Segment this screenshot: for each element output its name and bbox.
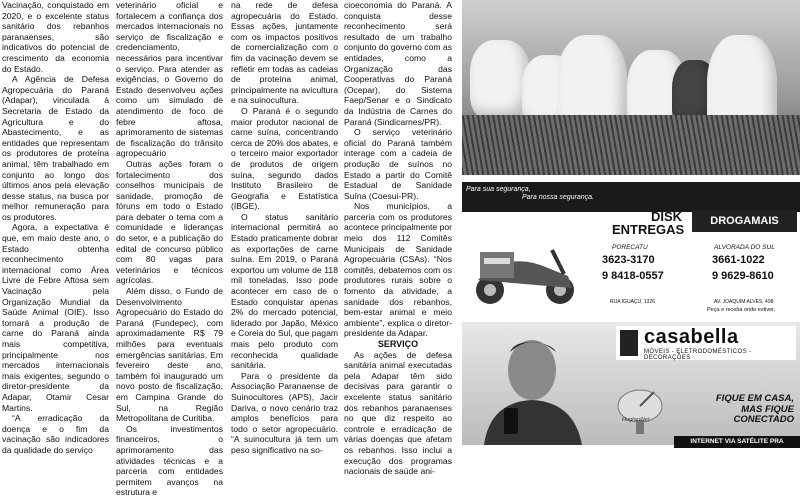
article-paragraph: Para o presidente da Associação Paranaense de Suinocultores (APS), Jacir Dariva, o novo cenário traz amplos benefícios para todo o setor agropecuário. “A suinocultura já tem um peso significativo na so- [231,370,338,455]
casabella-footer: INTERNET VIA SATÉLITE PRA [674,436,800,448]
store2-phone2: 9 9629-8610 [712,270,774,282]
man-with-phone-photo [474,330,594,445]
drogamais-delivery-ad [462,182,800,317]
casabella-subtitle: MÓVEIS - ELETRODOMÉSTICOS - DECORAÇÕES [644,349,752,361]
house-icon [620,330,638,356]
casabella-slogan [682,394,794,426]
article-column-4 [344,0,452,477]
satellite-dish-icon [610,384,670,434]
delivery-scooter-icon [468,230,588,310]
store1-name: PORECATU [612,244,648,251]
casabella-ad [462,322,800,445]
article-column-3 [231,0,339,455]
article-paragraph: Agora, a expectativa é que, em maio deste ano, o Estado obtenha reconhecimento internacional como Área Livre de Febre Aftosa sem Vacinação pela Organização Mundial da Saúde Animal (OIE). Isso tornará a produção de carne do Paraná ainda mais competitiva, principalmente nos mercados internacionais mais exigentes, segundo o diretor-presidente da Adapar, Otamir Cesar Martins. [2,222,109,413]
store2-name: ALVORADA DO SUL [714,244,775,251]
store2-address: AV. JOAQUIM ALVES, 498 [714,299,774,305]
casabella-brand: casabella [644,326,739,348]
article-paragraph: O status sanitário internacional permitirá ao Estado praticamente dobrar as exportações de carne suína. Em 2019, o Paraná exportou um volume de 118 mil toneladas. Isso pode acontecer em caso de o Estado conquistar apenas 2% do mercado potencial, liderado por Japão, México e Coreia do Sul, que pagam mais pelo produto com reconhecida qualidade sanitária. [231,211,339,371]
article-paragraph: As ações de defesa sanitária animal executadas pela Adapar têm sido decisivas para garantir o excelente status sanitário dos rebanhos paranaenses no que diz respeito ao controle e erradicação de várias doenças que afetam os rebanhos. Isso inclui a execução dos programas nacionais de saúde ani- [344,349,452,477]
store2-phone1: 3661-1022 [712,254,765,266]
article-paragraph: O Paraná é o segundo maior produtor nacional de carne suína, concentrando cerca de 20% dos abates, e o terceiro maior exportador de produtos de origem suína, segundo dados Instituto Brasileiro de Geografia e Estatística (IBGE). [231,105,338,212]
article-paragraph: veterinário oficial e fortalecem a confiança dos mercados internacionais no serviço de fiscalização e credenciamento, necessários para incentivar o serviço. Para atender as exigências, o Governo do Estado desenvolveu ações como um simulado de atendimento de foco de febre aftosa, aprimoramento de sistemas de fiscalização do trânsito agropecuário [116,0,223,159]
article-paragraph: Os investimentos financeiros, o aprimoramento das atividades técnicas e a parceria com entidades permitem avanços na estrutura e [116,423,223,498]
article-paragraph: Nos municípios, a parceria com os produtores acontece principalmente por meio dos 112 Comitês Municipais de Sanidade Agropecuária (CSAs). “Nos comitês, debatemos com os produtores rurais sobre o fomento da atividade, a sanidade dos rebanhos, bem-estar animal e meio ambiente”, explica o diretor-presidente da Adapar. [344,201,452,339]
slogan-line-2: MAS FIQUE CONECTADO [733,403,794,425]
cattle-photo [462,0,800,175]
ad-header-band [462,182,800,212]
article-paragraph: Outras ações foram o fortalecimento dos conselhos municipais de sanidade, promoção de fóruns em todo o Estado para debater o tema com a comunidade e lideranças do setor, e a publicação do edital de concurso público com 80 vagas para veterinários e técnicos agrícolas. [116,158,223,286]
ad-tagline-2: Para nossa segurança. [522,194,594,201]
article-paragraph: A Agência de Defesa Agropecuária do Paraná (Adapar), vinculada à Secretaria de Estado da Agricultura e do Abastecimento, e as entidades que representam os produtores de proteína animal, têm trabalhado em conjunto ao longo dos últimos anos pela elevação desse status, na busca por melhor remuneração para os produtores. [2,74,109,222]
disk-entregas-label [612,209,685,237]
store1-address: RUA IGUAÇU, 1326 [610,299,656,305]
article-paragraph: cioeconomia do Paraná. A conquista desse reconhecimento será resultado de um trabalho conjunto do governo com as entidades, como a Organização das Cooperativas do Paraná (Ocepar), do Sistema Faep/Senar e o Sindicato da Indústria de Carnes do Paraná (Sindicarnes/PR). [344,0,452,127]
hughesnet-label: HughesNet [622,417,650,423]
ad-footer: Peça e receba onde estiver. [707,307,776,313]
section-heading-servico: SERVIÇO [377,339,419,349]
article-paragraph: “A erradicação da doença e o fim da vacinação são indicadores da qualidade do serviço [2,413,109,455]
ad-tagline-1: Para sua segurança, [466,186,531,193]
article-paragraph: na rede de defesa agropecuária do Estado. Essas ações, juntamente com os impactos positivos de comercialização com o fim da vacinação devem se refletir em todas as cadeias de proteína animal, principalmente na avicultura e na suinocultura. [231,0,339,106]
grass-foreground [462,115,800,175]
article-paragraph: Além disso, o Fundo de Desenvolvimento Agropecuário do Estado do Paraná (Fundepec), com aproximadamente R$ 79 milhões para eventuais emergências sanitárias. Em fevereiro deste ano, também foi inaugurado um novo posto de fiscalização, em Campina Grande do Sul, na Região Metropolitana de Curitiba. [116,286,223,424]
article-column-1 [2,0,109,455]
column-4-text-a [344,0,452,339]
article-paragraph: O serviço veterinário oficial do Paraná também interage com a cadeia de produção de suínos no Estado a partir do Comitê Estadual de Sanidade Suína (Coesui-PR). [344,127,452,201]
store1-phone1: 3623-3170 [602,254,655,266]
slogan-line-1: FIQUE EM CASA, [715,393,794,404]
drogamais-logo: DROGAMAIS [692,210,797,232]
article-column-2 [116,0,223,498]
store1-phone2: 9 8418-0557 [602,270,664,282]
cow-shape [470,40,530,120]
casabella-logo [616,326,796,360]
disk-line-1: DISK [650,209,682,224]
column-4-text-b [344,350,452,477]
article-paragraph: Vacinação, conquistado em 2020, e o excelente status sanitário dos rebanhos paranaenses, são indicativos do potencial de crescimento da economia do Estado. [2,0,109,74]
disk-line-2: ENTREGAS [612,222,685,237]
